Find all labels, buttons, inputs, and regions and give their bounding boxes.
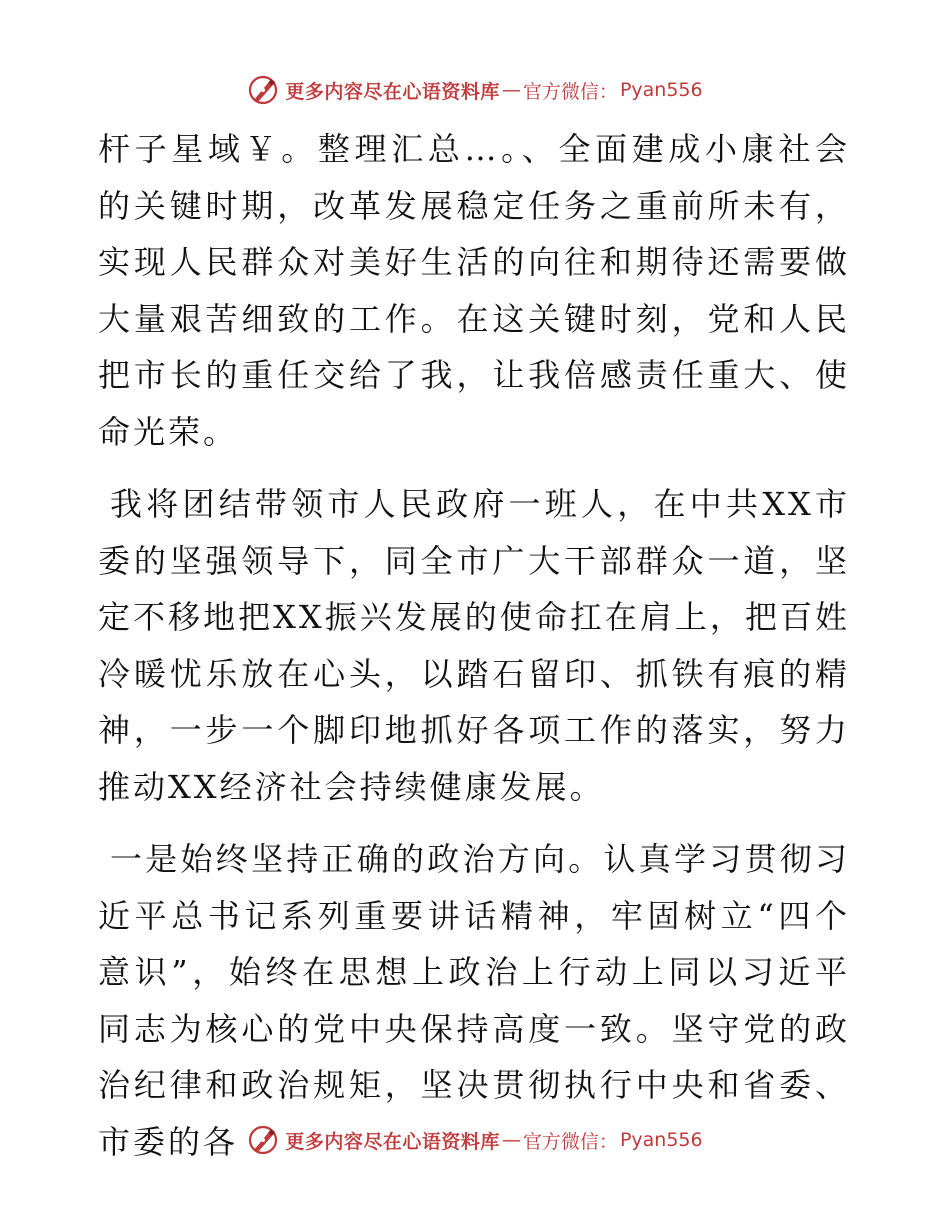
header-contact-label: 官方微信： xyxy=(522,80,618,103)
paragraph-1: 杆子星域￥。整理汇总…。、全面建成小康社会的关键时期，改革发展稳定任务之重前所未有，实现人民群众对美好生活的向往和期待还需要做大量艰苦细致的工作。在这关键时刻，党和人民把市长的重任交给了我，让我倍感责任重大、使命光荣。 xyxy=(98,130,850,451)
paragraph-3: 一是始终坚持正确的政治方向。认真学习贯彻习近平总书记系列重要讲话精神，牢固树立“四个意识”，始终在思想上政治上行动上同以习近平同志为核心的党中央保持高度一致。坚守党的政治纪律和政治规矩，坚决贯彻执行中央和省委、市委的各 xyxy=(98,840,850,1161)
document-body xyxy=(98,121,850,1186)
header-account: Pyan556 xyxy=(619,79,703,101)
pen-logo-icon xyxy=(247,1124,279,1156)
header-watermark xyxy=(0,70,950,110)
footer-watermark xyxy=(0,1120,950,1160)
footer-separator: — xyxy=(501,1129,521,1151)
footer-account: Pyan556 xyxy=(619,1129,703,1151)
footer-contact-label: 官方微信： xyxy=(522,1130,618,1153)
header-brand: 更多内容尽在心语资料库 xyxy=(285,80,500,103)
footer-brand: 更多内容尽在心语资料库 xyxy=(285,1130,500,1153)
header-separator: — xyxy=(501,79,521,101)
paragraph-2: 我将团结带领市人民政府一班人，在中共XX市委的坚强领导下，同全市广大干部群众一道，坚定不移地把XX振兴发展的使命扛在肩上，把百姓冷暖忧乐放在心头，以踏石留印、抓铁有痕的精神，一步一个脚印地抓好各项工作的落实，努力推动XX经济社会持续健康发展。 xyxy=(98,485,850,806)
pen-logo-icon xyxy=(247,74,279,106)
